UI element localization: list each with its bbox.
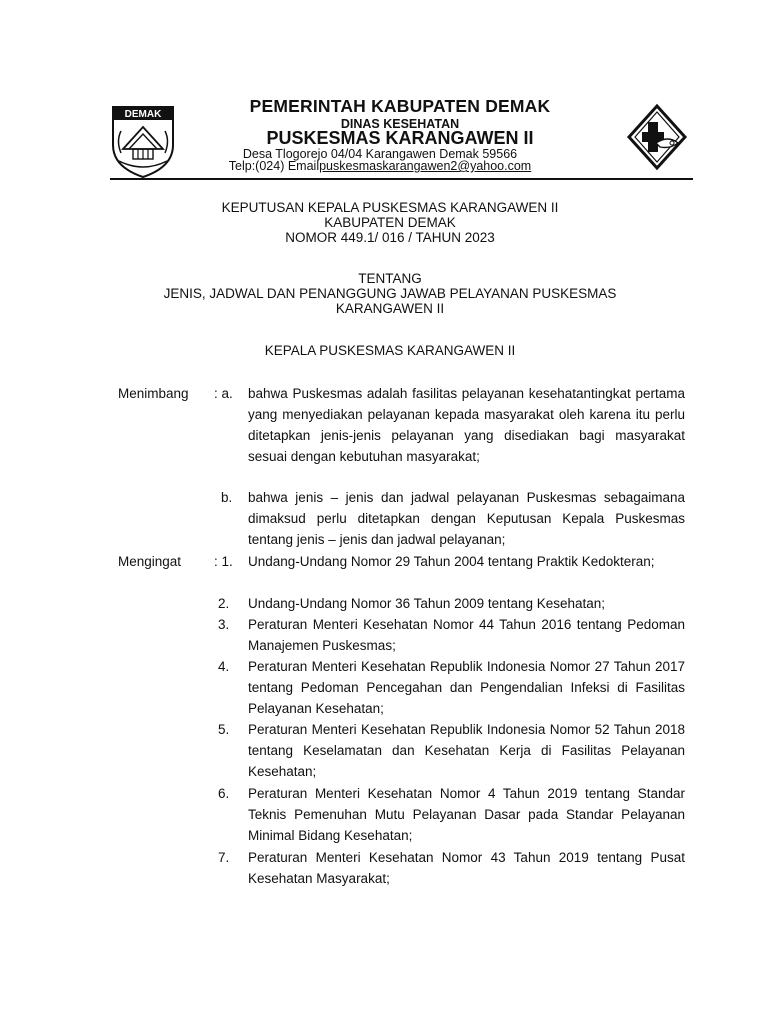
decree-title: KEPUTUSAN KEPALA PUSKESMAS KARANGAWEN II — [221, 200, 559, 215]
subject-line-2: KARANGAWEN II — [335, 301, 445, 316]
telp-prefix: Telp:(024) Email — [228, 159, 320, 173]
menimbang-item-a: bahwa Puskesmas adalah fasilitas pelayanan kesehatantingkat pertama yang menyediakan pelayanan kepada masyarakat oleh karena itu perlu ditetapkan jenis-jenis pelayanan yang disediakan bagi masyarakat sesuai dengan kebutuhan masyarakat; — [248, 386, 685, 464]
office-name: DINAS KESEHATAN — [340, 117, 460, 131]
mengingat-label: Mengingat — [118, 554, 182, 569]
crest-label: DEMAK — [124, 109, 162, 120]
mengingat-item-5: Peraturan Menteri Kesehatan Republik Indonesia Nomor 52 Tahun 2018 tentang Keselamatan dan Kesehatan Kerja di Fasilitas Pelayanan Kesehatan; — [248, 722, 685, 779]
puskesmas-emblem-logo — [626, 103, 688, 171]
facility-address: Desa Tlogorejo 04/04 Karangawen Demak 59566 — [242, 147, 518, 161]
mengingat-item-2: Undang-Undang Nomor 36 Tahun 2009 tentang Kesehatan; — [248, 596, 606, 611]
government-name: PEMERINTAH KABUPATEN DEMAK — [249, 96, 551, 116]
mengingat-item-1: Undang-Undang Nomor 29 Tahun 2004 tentang Praktik Kedokteran; — [248, 554, 655, 569]
mengingat-mark-6: 6. — [218, 786, 230, 801]
demak-crest-logo — [107, 101, 179, 179]
mengingat-item-7: Peraturan Menteri Kesehatan Nomor 43 Tahun 2019 tentang Pusat Kesehatan Masyarakat; — [248, 850, 685, 886]
mengingat-mark-5: 5. — [218, 722, 230, 737]
signer-title: KEPALA PUSKESMAS KARANGAWEN II — [264, 343, 516, 358]
mengingat-mark-7: 7. — [218, 850, 230, 865]
menimbang-item-b: bahwa jenis – jenis dan jadwal pelayanan Puskesmas sebagaimana dimaksud perlu ditetapkan dengan Keputusan Kepala Puskesmas tentang jenis – jenis dan jadwal pelayanan; — [248, 490, 685, 547]
mengingat-mark-3: 3. — [218, 617, 230, 632]
mengingat-item-4: Peraturan Menteri Kesehatan Republik Indonesia Nomor 27 Tahun 2017 tentang Pedoman Pencegahan dan Pengendalian Infeksi di Fasilitas Pelayanan Kesehatan; — [248, 659, 685, 716]
menimbang-label: Menimbang — [118, 386, 189, 401]
facility-contact — [180, 159, 580, 173]
mengingat-mark-2: 2. — [218, 596, 230, 611]
menimbang-mark-b: b. — [221, 490, 233, 505]
letterhead-divider — [110, 178, 693, 180]
mengingat-mark-4: 4. — [218, 659, 230, 674]
mengingat-item-3: Peraturan Menteri Kesehatan Nomor 44 Tahun 2016 tentang Pedoman Manajemen Puskesmas; — [248, 617, 685, 653]
facility-name: PUSKESMAS KARANGAWEN II — [266, 128, 534, 148]
subject-line-1: JENIS, JADWAL DAN PENANGGUNG JAWAB PELAYANAN PUSKESMAS — [163, 286, 617, 301]
mengingat-mark-1: : 1. — [214, 554, 233, 569]
decree-region: KABUPATEN DEMAK — [324, 215, 456, 230]
mengingat-item-6: Peraturan Menteri Kesehatan Nomor 4 Tahun 2019 tentang Standar Teknis Pemenuhan Mutu Pelayanan Dasar pada Standar Pelayanan Minimal Bidang Kesehatan; — [248, 786, 685, 843]
subject-heading: TENTANG — [358, 271, 422, 286]
email-link[interactable]: puskesmaskarangawen2@yahoo.com — [319, 159, 532, 173]
decree-number: NOMOR 449.1/ 016 / TAHUN 2023 — [285, 230, 495, 245]
menimbang-mark-a: : a. — [214, 386, 233, 401]
